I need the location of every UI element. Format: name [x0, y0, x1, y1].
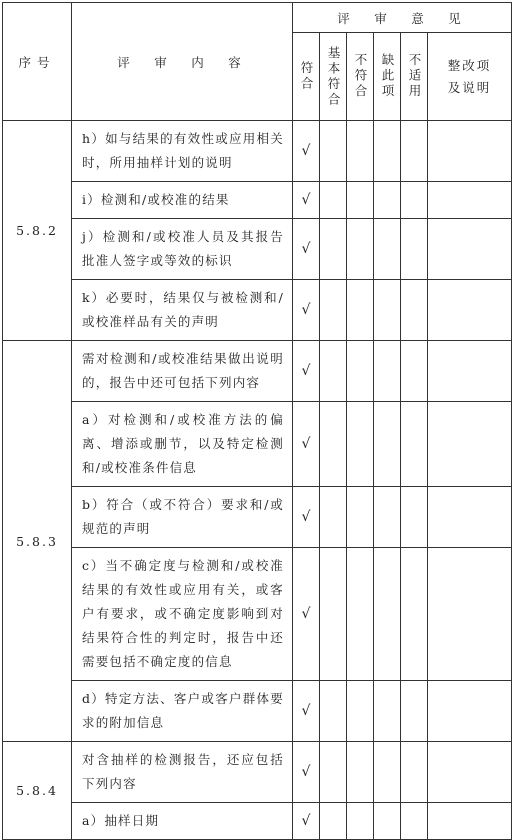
header-opinion: 评 审 意 见	[293, 3, 512, 33]
row-content: h）如与结果的有效性或应用相关时，所用抽样计划的说明	[72, 121, 293, 182]
row-content: j）检测和/或校准人员及其报告批准人签字或等效的标识	[72, 219, 293, 280]
table-row	[3, 803, 512, 840]
header-missing: 缺此项	[380, 53, 395, 100]
row-content: i）检测和/或校准的结果	[72, 182, 293, 219]
check-mark: √	[293, 548, 320, 681]
review-table	[2, 2, 512, 840]
check-mark: √	[293, 803, 320, 840]
header-na: 不适用	[407, 53, 422, 100]
check-mark: √	[293, 681, 320, 742]
header-remark-line2: 及说明	[447, 79, 492, 95]
check-mark: √	[293, 742, 320, 803]
header-content: 评 审 内 容	[72, 3, 293, 121]
row-content: b）符合（或不符合）要求和/或规范的声明	[72, 487, 293, 548]
table-row	[3, 341, 512, 402]
header-basic-conform: 基本符合	[326, 45, 341, 108]
table-row	[3, 742, 512, 803]
header-seq: 序号	[3, 3, 72, 121]
row-content: d）特定方法、客户或客户群体要求的附加信息	[72, 681, 293, 742]
table-row	[3, 182, 512, 219]
header-conform: 符合	[299, 61, 314, 92]
row-content: 对含抽样的检测报告，还应包括下列内容	[72, 742, 293, 803]
table-row	[3, 402, 512, 487]
check-mark: √	[293, 182, 320, 219]
check-mark: √	[293, 280, 320, 341]
check-mark: √	[293, 219, 320, 280]
header-remark-line1: 整改项	[447, 57, 492, 73]
row-content: 需对检测和/或校准结果做出说明的，报告中还可包括下列内容	[72, 341, 293, 402]
check-mark: √	[293, 121, 320, 182]
check-mark: √	[293, 341, 320, 402]
section-number: 5.8.2	[3, 121, 72, 341]
section-number: 5.8.4	[3, 742, 72, 840]
header-nonconform: 不符合	[353, 53, 368, 100]
row-content: a）对检测和/或校准方法的偏离、增添或删节，以及特定检测和/或校准条件信息	[72, 402, 293, 487]
table-row	[3, 280, 512, 341]
check-mark: √	[293, 402, 320, 487]
header-remark	[428, 33, 512, 121]
row-content: a）抽样日期	[72, 803, 293, 840]
table-row	[3, 121, 512, 182]
row-content: k）必要时，结果仅与被检测和/或校准样品有关的声明	[72, 280, 293, 341]
table-row	[3, 219, 512, 280]
section-number: 5.8.3	[3, 341, 72, 742]
table-row	[3, 548, 512, 681]
row-content: c）当不确定度与检测和/或校准结果的有效性或应用有关，或客户有要求，或不确定度影响到对结果符合性的判定时，报告中还需要包括不确定度的信息	[72, 548, 293, 681]
table-row	[3, 681, 512, 742]
check-mark: √	[293, 487, 320, 548]
table-row	[3, 487, 512, 548]
